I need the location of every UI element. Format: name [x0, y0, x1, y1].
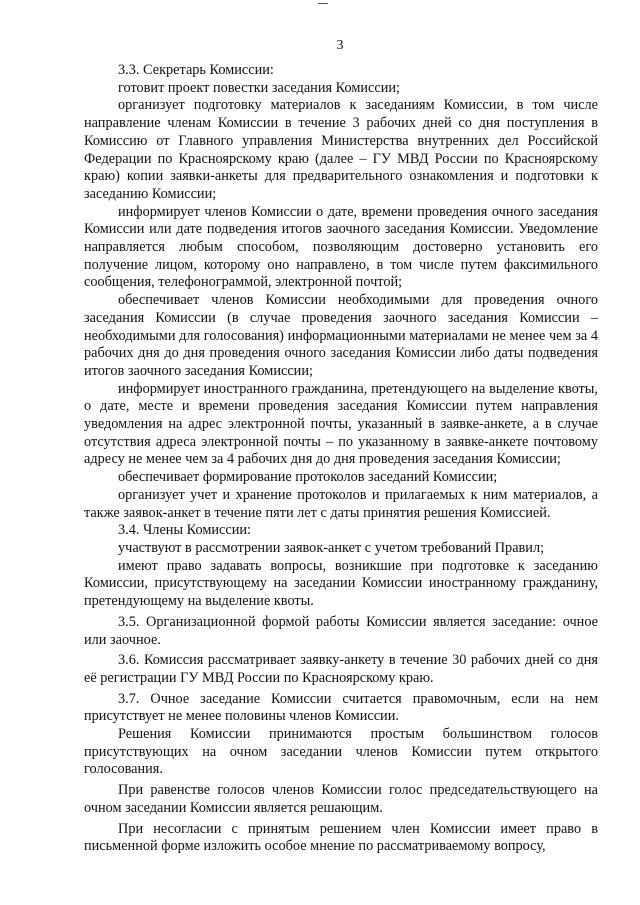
- paragraph-3-7: 3.7. Очное заседание Комиссии считается правомочным, если на нем присутствует не менее половины членов Комиссии.: [84, 690, 598, 725]
- page-number: 3: [336, 38, 344, 53]
- paragraph-3-5: 3.5. Организационной формой работы Комиссии является заседание: очное или заочное.: [84, 613, 598, 648]
- paragraph: обеспечивает членов Комиссии необходимыми для проведения очного заседания Комиссии (в случае проведения заочного заседания Комиссии – необходимыми для голосования) информационными материалами не менее чем за 4 рабочих дня до дня проведения очного заседания Комиссии либо даты подведения итогов заочного заседания Комиссии;: [84, 292, 598, 379]
- paragraph: При равенстве голосов членов Комиссии голос председательствующего на очном заседании Комиссии является решающим.: [84, 782, 598, 816]
- document-body: [84, 62, 598, 856]
- paragraph: участвуют в рассмотрении заявок-анкет с учетом требований Правил;: [118, 539, 545, 556]
- paragraph: При несогласии с принятым решением член Комиссии имеет право в письменной форме изложить особое мнение по рассматриваемому вопросу,: [84, 820, 598, 855]
- paragraph-3-4-heading: 3.4. Члены Комиссии:: [118, 522, 251, 539]
- paragraph: информирует членов Комиссии о дате, времени проведения очного заседания Комиссии или дате подведения итогов заочного заседания Комиссии. Уведомление направляется любым способом, позволяющим достоверно установить его получение лицом, которому оно направлено, в том числе путем факсимильного сообщения, телефонограммой, электронной почтой;: [84, 203, 598, 291]
- paragraph: организует учет и хранение протоколов и прилагаемых к ним материалов, а также заявок-анкет в течение пяти лет с даты принятия решения Комиссией.: [84, 486, 598, 521]
- paragraph: имеют право задавать вопросы, возникшие при подготовке к заседанию Комиссии, присутствующему на заседании Комиссии иностранному гражданину, претендующему на выделение квоты.: [84, 557, 598, 610]
- paragraph-3-3-heading: 3.3. Секретарь Комиссии:: [118, 62, 274, 78]
- paragraph: информирует иностранного гражданина, претендующего на выделение квоты, о дате, месте и времени проведения заседания Комиссии путем направления уведомления на адрес электронной почты, указанный в заявке-анкете, а в случае отсутствия адреса электронной почты – по указанному в заявке-анкете почтовому адресу не менее чем за 4 рабочих дня до дня проведения заседания Комиссии;: [84, 380, 598, 468]
- paragraph: организует подготовку материалов к заседаниям Комиссии, в том числе направление членам Комиссии в течение 3 рабочих дней со дня поступления в Комиссию от Главного управления Министерства внутренних дел Российской Федерации по Красноярскому краю (далее – ГУ МВД России по Красноярскому краю) копии заявки-анкеты для предварительного ознакомления и подготовки к заседанию Комиссии;: [84, 97, 598, 202]
- paragraph: обеспечивает формирование протоколов заседаний Комиссии;: [118, 469, 498, 486]
- scan-mark: [318, 3, 328, 4]
- paragraph-3-6: 3.6. Комиссия рассматривает заявку-анкету в течение 30 рабочих дней со дня её регистрации ГУ МВД России по Красноярскому краю.: [84, 652, 598, 686]
- paragraph: готовит проект повестки заседания Комиссии;: [118, 79, 400, 96]
- paragraph: Решения Комиссии принимаются простым большинством голосов присутствующих на очном заседании членов Комиссии путем открытого голосования.: [84, 726, 598, 778]
